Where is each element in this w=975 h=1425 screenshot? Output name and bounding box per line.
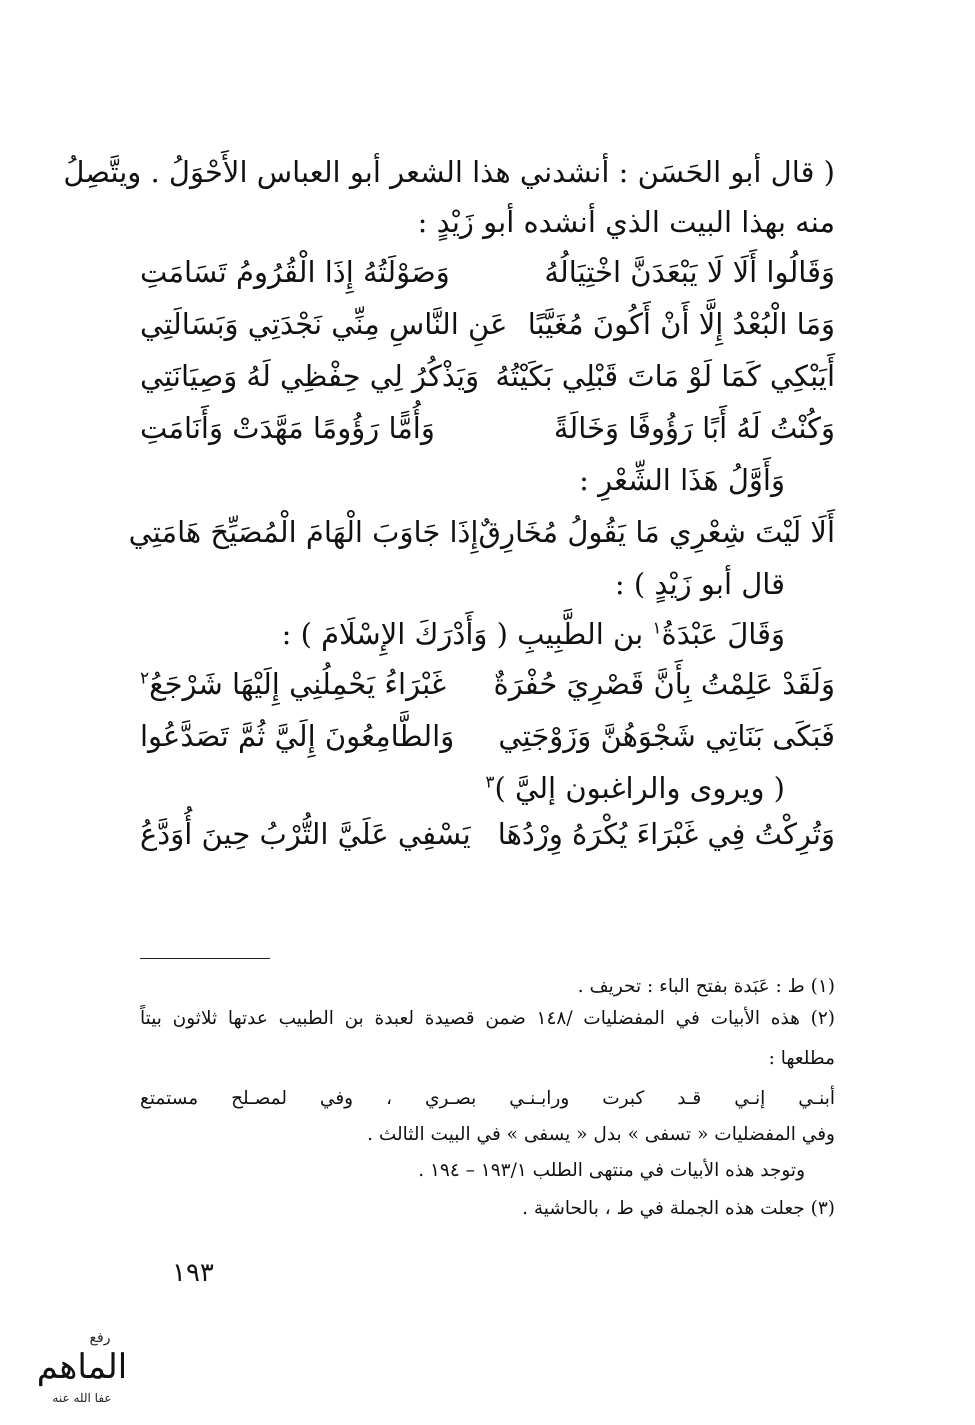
abda-intro-name: وَقَالَ عَبْدَةُ [661, 617, 785, 651]
verse-second-hemistich: وَصَوْلَتُهُ إِذَا الْقُرُومُ تَسَامَتِ [140, 255, 450, 289]
verse-second-hemistich: وَالطَّامِعُونَ إِلَيَّ ثُمَّ تَصَدَّعُوا [140, 719, 455, 753]
verse-first-hemistich: أَيَبْكِي كَمَا لَوْ مَاتَ قَبْلِي بَكَيْتُهُ [495, 359, 835, 393]
footnote-2-continued: مطلعها : [768, 1048, 835, 1069]
footnote-3: (٣) جعلت هذه الجملة في ط ، بالحاشية . [522, 1198, 835, 1219]
variant-note-text: ( ويروى والراغبون إليَّ ) [494, 771, 785, 805]
footnote-2-verse: أبنـي إنـي قـد كبرت ورابـنـي بصـري ، وفي لمصـلح مستمتع [140, 1088, 835, 1109]
verse-first-hemistich: وَتُرِكْتُ فِي غَبْرَاءَ يُكْرَهُ وِرْدُهَا [497, 817, 835, 851]
intro-line-1: ( قال أبو الحَسَن : أنشدني هذا الشعر أبو العباس الأَحْوَلُ . ويتَّصِلُ [63, 155, 835, 189]
stamp-main-text: الماهم [36, 1347, 128, 1387]
verse-line [128, 506, 835, 558]
footnote-ref-3: ٣ [485, 772, 495, 793]
page-number: ١٩٣ [172, 1258, 214, 1288]
stamp-bottom-text: عفا الله عنه [52, 1391, 112, 1405]
footnote-2: (٢) هذه الأبيات في المفضليات /١٤٨ ضمن قصيدة لعبدة بن الطبيب عدتها ثلاثون بيتاً [140, 1008, 835, 1029]
verse-second-hemistich-text: غَبْرَاءُ يَحْمِلُنِي إِلَيْهَا شَرْجَعُ [149, 667, 446, 701]
abu-zayd-label: قال أبو زَيْدٍ ) : [614, 567, 785, 601]
abda-intro-rest: بن الطَّبِيبِ ( وَأَدْرَكَ الإِسْلَامَ ) : [281, 617, 653, 651]
verse-line [140, 808, 835, 860]
verse-first-hemistich: فَبَكَى بَنَاتِي شَجْوَهُنَّ وَزَوْجَتِي [498, 719, 835, 753]
verse-line [140, 658, 835, 710]
verse-first-hemistich: وَلَقَدْ عَلِمْتُ بِأَنَّ قَصْرِيَ حُفْرَةٌ [493, 667, 835, 701]
verse-line [140, 710, 835, 762]
verse-second-hemistich: يَسْفِي عَلَيَّ التُّرْبُ حِينَ أُوَدَّعُ [140, 817, 471, 851]
footnote-2-source: وتوجد هذه الأبيات في منتهى الطلب ١٩٣/١ – ١٩٤ . [418, 1160, 805, 1181]
footnote-ref-1: ١ [652, 618, 662, 639]
verse-first-hemistich: وَكُنْتُ لَهُ أَبًا رَؤُوفًا وَخَالَةً [553, 411, 835, 445]
stamp-logo [22, 1320, 142, 1410]
stamp-top-text: رفع [89, 1330, 111, 1346]
intro-line-2: منه بهذا البيت الذي أنشده أبو زَيْدٍ : [417, 205, 835, 239]
footnote-2-variant: وفي المفضليات « تسفى » بدل « يسفى » في البيت الثالث . [367, 1124, 835, 1145]
verse-first-hemistich: أَلَا لَيْتَ شِعْرِي مَا يَقُولُ مُخَارِقٌ [478, 515, 835, 549]
verse-second-hemistich: وَأُمًّا رَؤُومًا مَهَّدَتْ وَأَنَامَتِ [140, 411, 435, 445]
footnote-separator [140, 958, 270, 959]
verse-line [140, 350, 835, 402]
footnote-1: (١) ط : عَبَدة بفتح الباء : تحريف . [577, 976, 835, 997]
verse-second-hemistich: إِذَا جَاوَبَ الْهَامَ الْمُصَيِّحَ هَامَتِي [128, 515, 479, 549]
variant-note [485, 762, 785, 814]
verse-line [140, 298, 835, 350]
footnote-ref-2: ٢ [140, 668, 150, 689]
verse-second-hemistich [140, 658, 446, 710]
verse-line [140, 246, 835, 298]
verse-second-hemistich: عَنِ النَّاسِ مِنِّي نَجْدَتِي وَبَسَالَتِي [140, 307, 508, 341]
verse-first-hemistich: وَقَالُوا أَلَا لَا يَبْعَدَنَّ اخْتِيَالُهُ [544, 255, 835, 289]
verse-line [140, 402, 835, 454]
verse-second-hemistich: وَيَذْكُرُ لِي حِفْظِي لَهُ وَصِيَانَتِي [140, 359, 480, 393]
verse-first-hemistich: وَمَا الْبُعْدُ إِلَّا أَنْ أَكُونَ مُغَيَّبًا [527, 307, 835, 341]
first-of-poem-label: وَأَوَّلُ هَذَا الشِّعْرِ : [579, 463, 785, 497]
abda-intro [282, 608, 785, 660]
